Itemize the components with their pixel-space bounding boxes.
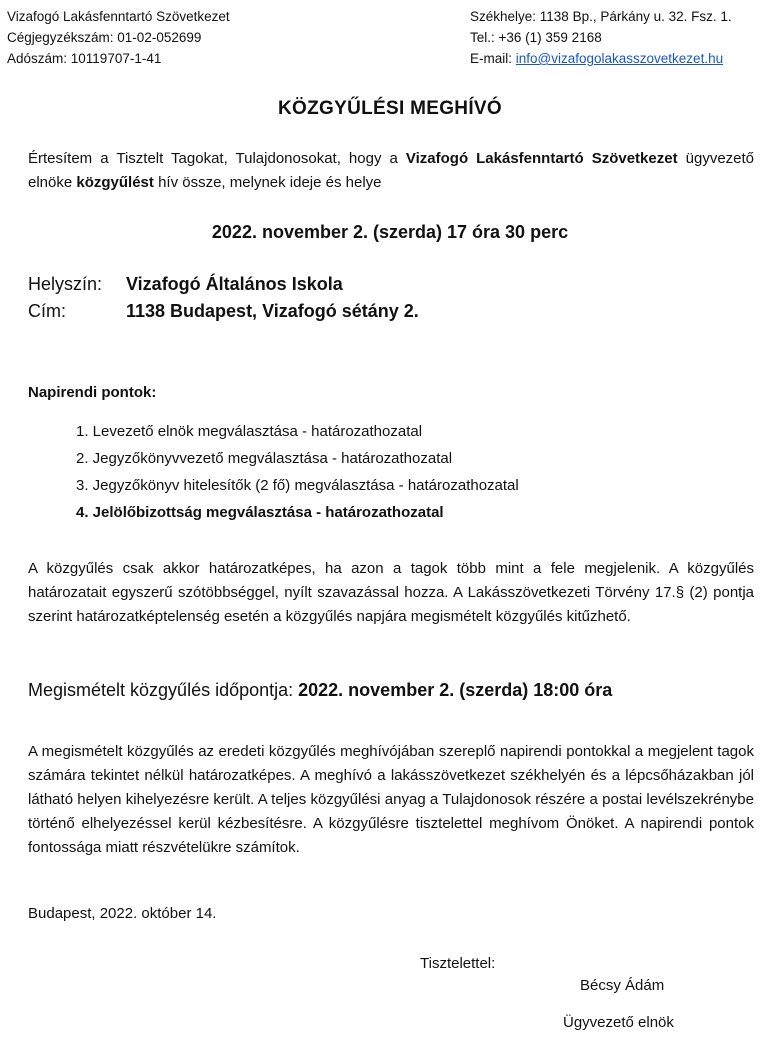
signature-greeting: Tisztelettel: [420,955,496,972]
meeting-datetime: 2022. november 2. (szerda) 17 óra 30 perc [211,222,569,242]
intro-text-3: hív össze, melynek ideje és helye [153,174,382,191]
agenda-item: 3. Jegyzőkönyv hitelesítők (2 fő) megválasztása - határozathozatal [76,477,519,494]
agenda-list [76,418,519,526]
agenda-title: Napirendi pontok: [28,384,157,401]
intro-assembly: közgyűlést [76,174,154,191]
phone-number: Tel.: +36 (1) 359 2168 [470,30,602,45]
repeat-meeting-line [28,680,612,701]
intro-text-1: Értesítem a Tisztelt Tagokat, Tulajdonosokat, hogy a [28,150,406,167]
quorum-paragraph: A közgyűlés csak akkor határozatképes, ha azon a tagok több mint a fele megjelenik. A közgyűlés határozatait egyszerű szótöbbséggel, nyílt szavazással hozza. A Lakásszövetkezeti Törvény 17.§ (2) pontja szerint határozatképtelenség esetén a közgyűlés napjára megismételt közgyűlés kitűzhető. [28,560,754,625]
repeat-paragraph: A megismételt közgyűlés az eredeti közgyűlés meghívójában szereplő napirendi pontokkal a megjelent tagok számára tekintet nélkül határozatképes. A meghívó a lakásszövetkezet székhelyén és a lépcsőházakban jól látható helyen kihelyezésre került. A teljes közgyűlési anyag a Tulajdonosok részére a postai levélszekrénybe történő elhelyezéssel kerül kézbesítésre. A közgyűlésre tisztelettel meghívom Önöket. A napirendi pontok fontossága miatt részvételükre számítok. [28,743,754,856]
agenda-item: 1. Levezető elnök megválasztása - határozathozatal [76,423,423,440]
registration-number: Cégjegyzékszám: 01-02-052699 [7,30,202,45]
org-name: Vizafogó Lakásfenntartó Szövetkezet [7,9,230,24]
letterhead-right [470,6,732,69]
tax-id: Adószám: 10119707-1-41 [7,51,162,66]
agenda-item: 2. Jegyzőkönyvvezető megválasztása - határozathozatal [76,450,453,467]
venue-label: Helyszín: [28,274,103,294]
email-line [470,48,732,69]
signature-role: Ügyvezető elnök [563,1014,674,1031]
address-value: 1138 Budapest, Vizafogó sétány 2. [126,301,419,321]
seat-address: Székhelye: 1138 Bp., Párkány u. 32. Fsz. 1. [470,9,732,24]
place-date: Budapest, 2022. október 14. [28,905,217,922]
address-label: Cím: [28,301,66,321]
venue-value: Vizafogó Általános Iskola [126,274,343,294]
repeat-label: Megismételt közgyűlés időpontja: [28,680,299,700]
intro-text-2: ügyvezető elnöke [28,150,755,191]
email-link[interactable]: info@vizafogolakasszovetkezet.hu [515,51,724,66]
letterhead-left [7,6,230,69]
agenda-item: 4. Jelölőbizottság megválasztása - határozathozatal [76,504,444,521]
email-label: E-mail: [470,51,516,66]
signature-name: Bécsy Ádám [580,977,665,994]
intro-paragraph [28,147,754,195]
intro-org-name: Vizafogó Lakásfenntartó Szövetkezet [405,150,678,167]
repeat-datetime: 2022. november 2. (szerda) 18:00 óra [298,680,613,700]
document-title: KÖZGYŰLÉSI MEGHÍVÓ [278,98,502,119]
